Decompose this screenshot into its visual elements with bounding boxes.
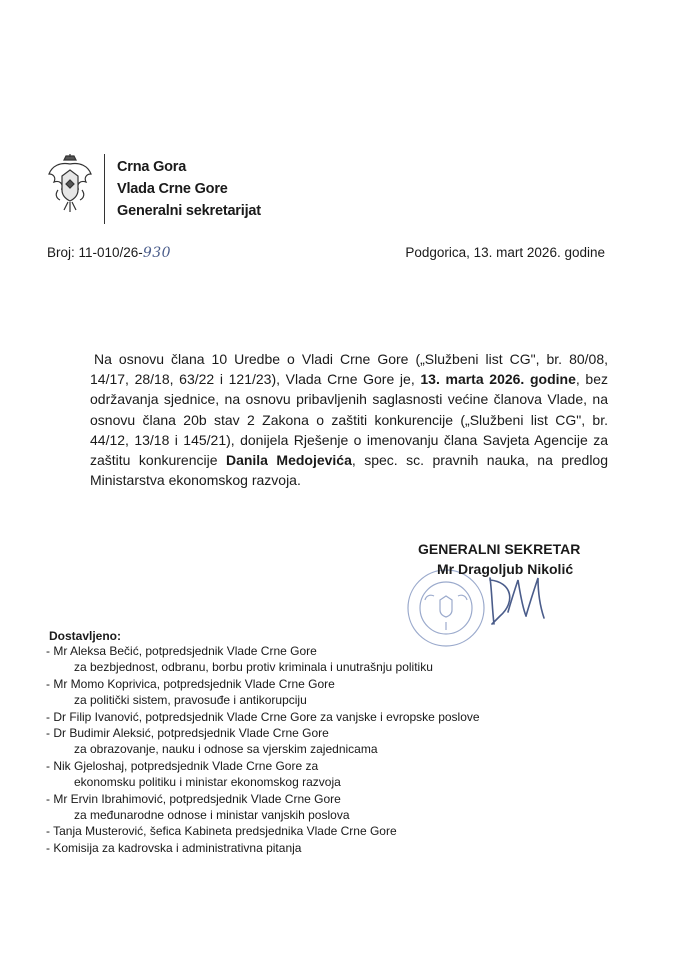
reference-number bbox=[47, 245, 171, 261]
list-item: - Dr Budimir Aleksić, potpredsjednik Vlade Crne Gore za obrazovanje, nauku i odnose sa vjerskim zajednicama bbox=[46, 725, 480, 758]
list-item: - Tanja Musterović, šefica Kabineta predsjednika Vlade Crne Gore bbox=[46, 823, 480, 839]
body-part-3: , spec. sc. pravnih nauka, na predlog Ministarstva ekonomskog razvoja. bbox=[90, 452, 608, 489]
header-government: Vlada Crne Gore bbox=[117, 181, 228, 197]
handwritten-number: 930 bbox=[142, 245, 172, 261]
body-bold-date: 13. marta 2026. godine bbox=[420, 371, 576, 388]
list-item: - Komisija za kadrovska i administrativna pitanja bbox=[46, 840, 480, 856]
list-item: - Nik Gjeloshaj, potpredsjednik Vlade Crne Gore za ekonomsku politiku i ministar ekonomskog razvoja bbox=[46, 758, 480, 791]
distribution-list bbox=[46, 643, 480, 856]
body-paragraph bbox=[90, 349, 608, 490]
coat-of-arms-icon bbox=[46, 154, 94, 216]
place-and-date: Podgorica, 13. mart 2026. godine bbox=[405, 245, 605, 260]
reference-label: Broj: 11-010/26- bbox=[47, 245, 143, 260]
header-secretariat: Generalni sekretarijat bbox=[117, 203, 261, 219]
list-item: - Mr Ervin Ibrahimović, potpredsjednik Vlade Crne Gore za međunarodne odnose i ministar vanjskih poslova bbox=[46, 791, 480, 824]
body-bold-name: Danila Medojevića bbox=[225, 452, 352, 469]
list-item: - Mr Aleksa Bečić, potpredsjednik Vlade Crne Gore za bezbjednost, odbranu, borbu protiv kriminala i unutrašnju politiku bbox=[46, 643, 480, 676]
official-stamp-icon bbox=[404, 566, 488, 650]
body-part-1: Na osnovu člana 10 Uredbe o Vladi Crne Gore („Službeni list CG", br. 80/08, 14/17, 28/18, 63/22 i 121/23), Vlada Crne Gore je, bbox=[90, 351, 608, 388]
header-country: Crna Gora bbox=[117, 159, 187, 175]
body-part-2: , bez održavanja sjednice, na osnovu pribavljenih saglasnosti većine članova Vlade, na osnovu člana 20b stav 2 Zakona o zaštiti konkurencije („Službeni list CG", br. 44/12, 13/18 i 145/21), donijela Rješenje o imenovanju člana Savjeta Agencije za zaštitu konkurencije bbox=[90, 371, 608, 469]
signatory-name: Mr Dragoljub Nikolić bbox=[437, 561, 574, 577]
distribution-label: Dostavljeno: bbox=[49, 629, 122, 643]
header-divider bbox=[104, 154, 105, 224]
handwritten-signature-icon bbox=[482, 572, 552, 632]
list-item: - Mr Momo Koprivica, potpredsjednik Vlade Crne Gore za politički sistem, pravosuđe i antikorupciju bbox=[46, 676, 480, 709]
issuer-header bbox=[117, 156, 261, 222]
list-item: - Dr Filip Ivanović, potpredsjednik Vlade Crne Gore za vanjske i evropske poslove bbox=[46, 709, 480, 725]
signatory-title: GENERALNI SEKRETAR bbox=[418, 541, 581, 557]
